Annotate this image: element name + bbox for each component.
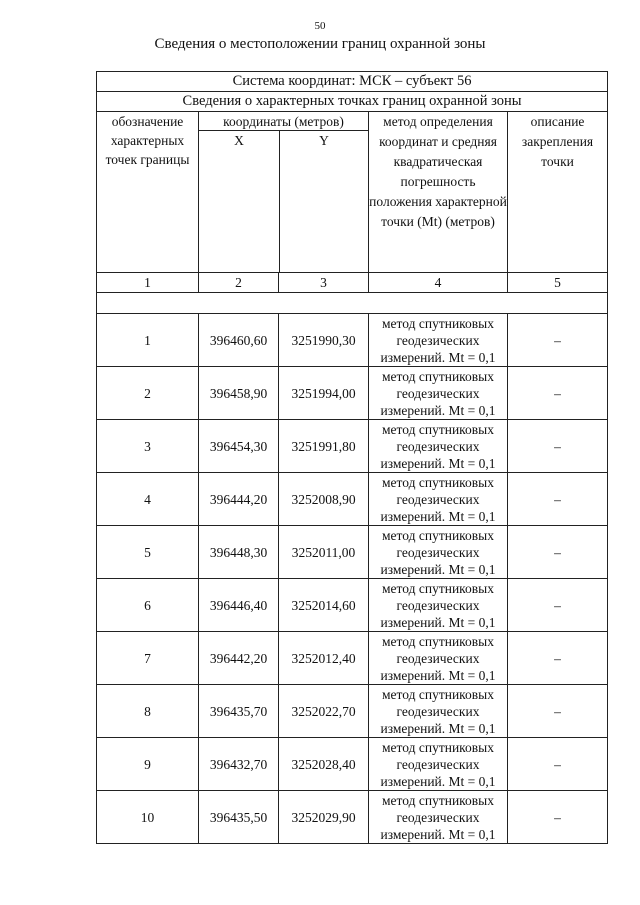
- cell-point: 7: [97, 632, 199, 685]
- cell-y: 3252022,70: [279, 685, 369, 738]
- cell-description: –: [508, 526, 608, 579]
- cell-point: 8: [97, 685, 199, 738]
- page-title: Сведения о местоположении границ охранной зоны: [154, 36, 486, 52]
- header-coordinates-group: [199, 112, 369, 273]
- cell-method: метод спутниковых геодезических измерений. Mt = 0,1: [369, 632, 508, 685]
- table-row: [97, 579, 608, 632]
- cell-y: 3252029,90: [279, 791, 369, 844]
- cell-point: 4: [97, 473, 199, 526]
- table-row: [97, 314, 608, 367]
- cell-method: метод спутниковых геодезических измерений. Mt = 0,1: [369, 738, 508, 791]
- cell-x: 396446,40: [199, 579, 279, 632]
- cell-method: метод спутниковых геодезических измерений. Mt = 0,1: [369, 314, 508, 367]
- cell-method: метод спутниковых геодезических измерений. Mt = 0,1: [369, 579, 508, 632]
- cell-method: метод спутниковых геодезических измерений. Mt = 0,1: [369, 367, 508, 420]
- header-method: метод определения координат и средняя квадратическая погрешность положения характерной точки (Mt) (метров): [369, 112, 508, 273]
- header-description: описание закрепления точки: [508, 112, 608, 273]
- cell-description: –: [508, 314, 608, 367]
- cell-description: –: [508, 632, 608, 685]
- cell-point: 1: [97, 314, 199, 367]
- cell-point: 6: [97, 579, 199, 632]
- cell-x: 396435,70: [199, 685, 279, 738]
- cell-point: 3: [97, 420, 199, 473]
- cell-point: 10: [97, 791, 199, 844]
- table-row: [97, 473, 608, 526]
- header-y: Y: [319, 133, 329, 148]
- empty-row: [97, 293, 608, 314]
- cell-y: 3252012,40: [279, 632, 369, 685]
- cell-description: –: [508, 473, 608, 526]
- cell-y: 3252014,60: [279, 579, 369, 632]
- table-row: [97, 632, 608, 685]
- cell-x: 396454,30: [199, 420, 279, 473]
- cell-x: 396444,20: [199, 473, 279, 526]
- table-row: [97, 367, 608, 420]
- table-row: [97, 685, 608, 738]
- column-number: 3: [279, 273, 369, 293]
- cell-x: 396432,70: [199, 738, 279, 791]
- cell-description: –: [508, 579, 608, 632]
- cell-x: 396458,90: [199, 367, 279, 420]
- cell-method: метод спутниковых геодезических измерений. Mt = 0,1: [369, 526, 508, 579]
- section-title-row: [97, 92, 608, 112]
- column-number: 2: [199, 273, 279, 293]
- cell-description: –: [508, 420, 608, 473]
- cell-method: метод спутниковых геодезических измерений. Mt = 0,1: [369, 420, 508, 473]
- coordinate-system-row: [97, 72, 608, 92]
- column-number-row: [97, 273, 608, 293]
- boundary-points-table: [96, 71, 608, 844]
- cell-x: 396448,30: [199, 526, 279, 579]
- cell-method: метод спутниковых геодезических измерений. Mt = 0,1: [369, 685, 508, 738]
- cell-x: 396435,50: [199, 791, 279, 844]
- header-row: [97, 112, 608, 273]
- cell-description: –: [508, 685, 608, 738]
- header-x: X: [199, 131, 280, 272]
- cell-description: –: [508, 791, 608, 844]
- column-number: 4: [369, 273, 508, 293]
- section-title-label: Сведения о характерных точках границ охранной зоны: [97, 92, 608, 112]
- cell-y: 3252011,00: [279, 526, 369, 579]
- column-number: 1: [97, 273, 199, 293]
- cell-y: 3251990,30: [279, 314, 369, 367]
- cell-method: метод спутниковых геодезических измерений. Mt = 0,1: [369, 473, 508, 526]
- table-row: [97, 738, 608, 791]
- cell-description: –: [508, 738, 608, 791]
- cell-point: 2: [97, 367, 199, 420]
- cell-y: 3251991,80: [279, 420, 369, 473]
- cell-x: 396460,60: [199, 314, 279, 367]
- cell-x: 396442,20: [199, 632, 279, 685]
- cell-point: 5: [97, 526, 199, 579]
- cell-description: –: [508, 367, 608, 420]
- header-coordinates: координаты (метров): [199, 112, 368, 131]
- cell-y: 3252008,90: [279, 473, 369, 526]
- table-row: [97, 526, 608, 579]
- header-point-designation: обозначение характерных точек границы: [97, 112, 199, 273]
- cell-method: метод спутниковых геодезических измерений. Mt = 0,1: [369, 791, 508, 844]
- page-number: 50: [314, 20, 326, 32]
- table-row: [97, 420, 608, 473]
- coordinate-system-label: Система координат: МСК – субъект 56: [97, 72, 608, 92]
- table-row: [97, 791, 608, 844]
- cell-point: 9: [97, 738, 199, 791]
- column-number: 5: [508, 273, 608, 293]
- empty-cell: [97, 293, 608, 314]
- cell-y: 3251994,00: [279, 367, 369, 420]
- cell-y: 3252028,40: [279, 738, 369, 791]
